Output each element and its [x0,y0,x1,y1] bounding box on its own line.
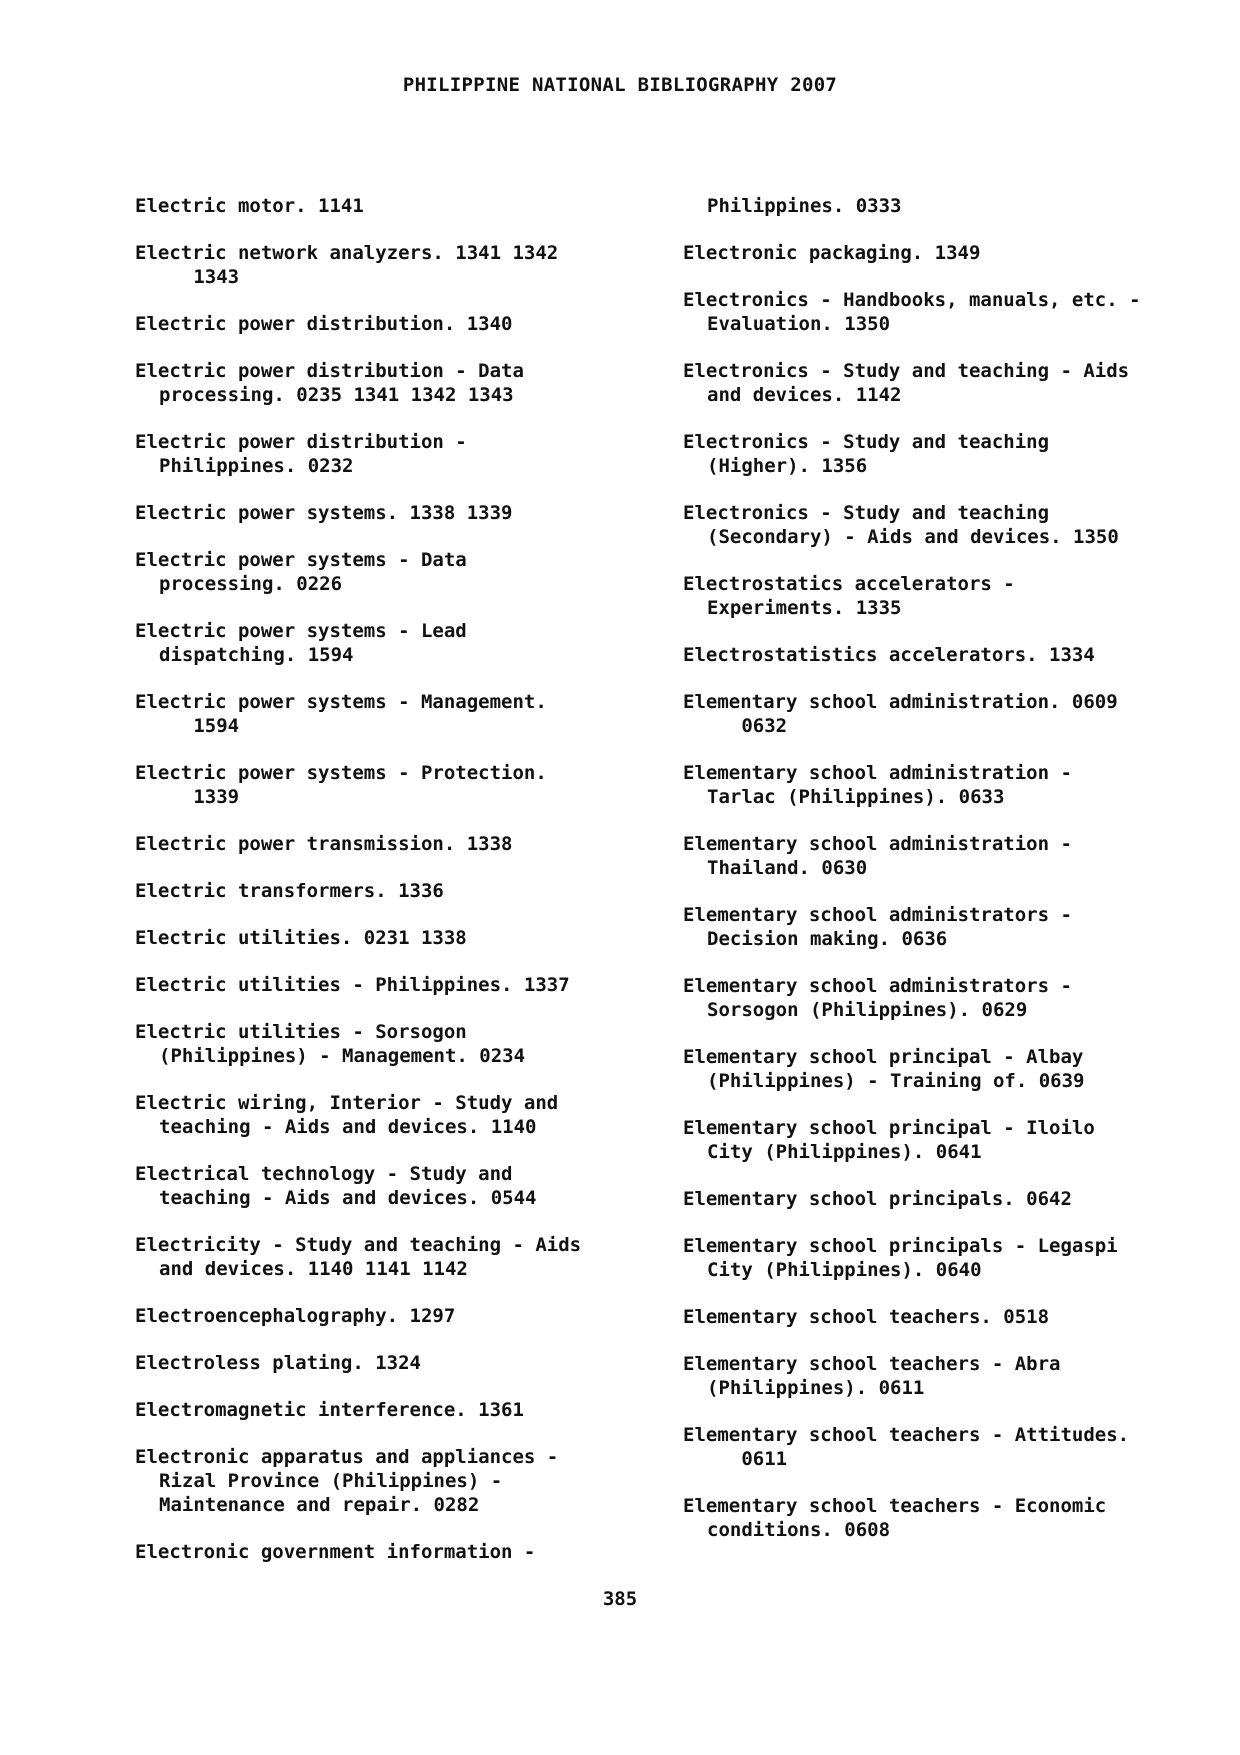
page-header-title: PHILIPPINE NATIONAL BIBLIOGRAPHY 2007 [402,74,838,96]
index-entry: Elementary school teachers - Attitudes. 0611 [683,1424,1130,1470]
index-entry: Electric power systems - Management. 1594 [135,691,547,737]
index-entry: Electric power distribution - Data processing. 0235 1341 1342 1343 [135,360,524,406]
index-entry: Electric power systems - Protection. 1339 [135,762,547,808]
index-entry-continuation: Philippines. 0333 [707,195,902,217]
index-entry: Elementary school principals - Legaspi City (Philippines). 0640 [683,1235,1118,1281]
index-entry: Electric utilities - Philippines. 1337 [135,974,570,996]
index-entry: Electronics - Study and teaching (Higher). 1356 [683,431,1050,477]
index-entry: Electric utilities. 0231 1338 [135,927,467,949]
index-entry: Electric power transmission. 1338 [135,833,513,855]
index-entry: Elementary school principal - Iloilo City (Philippines). 0641 [683,1117,1095,1163]
index-entry: Elementary school administrators - Sorsogon (Philippines). 0629 [683,975,1072,1021]
index-entry: Elementary school administration. 0609 0632 [683,691,1118,737]
index-entry: Electrostatistics accelerators. 1334 [683,644,1095,666]
index-entry: Elementary school administration - Tarlac (Philippines). 0633 [683,762,1072,808]
index-entry: Elementary school principals. 0642 [683,1188,1072,1210]
index-entry: Elementary school teachers. 0518 [683,1306,1050,1328]
index-entry: Electric motor. 1141 [135,195,364,217]
index-entry: Electronic packaging. 1349 [683,242,981,264]
index-entry: Electric transformers. 1336 [135,880,444,902]
index-entry: Electrostatics accelerators - Experiments. 1335 [683,573,1015,619]
index-entry: Electric power systems - Data processing. 0226 [135,549,467,595]
index-entry: Electromagnetic interference. 1361 [135,1399,524,1421]
index-entry: Electroencephalography. 1297 [135,1305,456,1327]
index-entry: Electric power distribution. 1340 [135,313,513,335]
index-entry: Electronics - Study and teaching (Secondary) - Aids and devices. 1350 [683,502,1119,548]
index-entry: Electronics - Study and teaching - Aids and devices. 1142 [683,360,1130,406]
left-index-column [135,194,635,1587]
index-entry: Electric wiring, Interior - Study and teaching - Aids and devices. 1140 [135,1092,559,1138]
index-entry: Elementary school teachers - Abra (Philippines). 0611 [683,1353,1061,1399]
index-entry: Elementary school administration - Thailand. 0630 [683,833,1072,879]
index-entry: Electronic government information - [135,1541,536,1563]
index-entry: Electric power distribution - Philippines. 0232 [135,431,467,477]
index-entry: Elementary school principal - Albay (Philippines) - Training of. 0639 [683,1046,1085,1092]
index-entry: Electronic apparatus and appliances - Rizal Province (Philippines) - Maintenance and repair. 0282 [135,1446,559,1516]
index-entry: Elementary school administrators - Decision making. 0636 [683,904,1072,950]
right-index-column [683,194,1203,1565]
index-entry: Electrical technology - Study and teaching - Aids and devices. 0544 [135,1163,537,1209]
index-entry: Electric power systems. 1338 1339 [135,502,513,524]
index-entry: Elementary school teachers - Economic conditions. 0608 [683,1495,1107,1541]
index-entry: Electricity - Study and teaching - Aids and devices. 1140 1141 1142 [135,1234,582,1280]
page-number: 385 [602,1588,638,1610]
index-entry: Electroless plating. 1324 [135,1352,421,1374]
index-entry: Electric power systems - Lead dispatching. 1594 [135,620,467,666]
index-entry: Electronics - Handbooks, manuals, etc. - Evaluation. 1350 [683,289,1141,335]
index-entry: Electric utilities - Sorsogon (Philippines) - Management. 0234 [135,1021,526,1067]
index-entry: Electric network analyzers. 1341 1342 1343 [135,242,559,288]
